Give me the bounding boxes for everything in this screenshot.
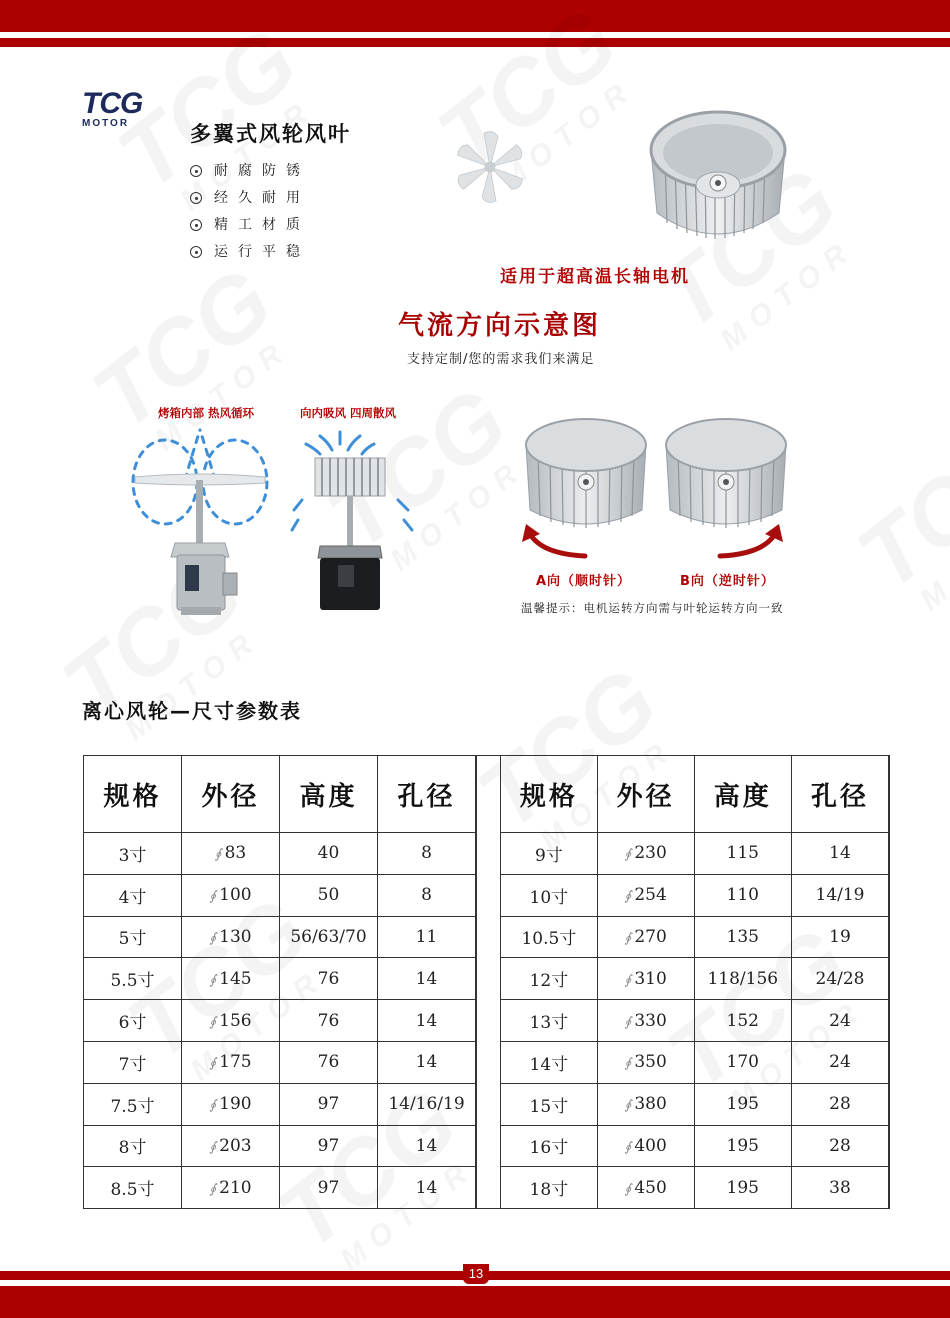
- table-row: [501, 1125, 889, 1167]
- rotation-tip: 温馨提示：电机运转方向需与叶轮运转方向一致: [521, 601, 784, 615]
- cell-bore: 14/16/19: [378, 1083, 476, 1125]
- cell-bore: 24: [792, 1000, 889, 1042]
- diameter-symbol-icon: ∮: [624, 972, 632, 988]
- cell-height: 115: [694, 833, 791, 875]
- cell-outer-diameter: ∮ 210: [182, 1167, 280, 1209]
- cell-spec: 5寸: [84, 916, 182, 958]
- table-row: [84, 833, 476, 875]
- cell-bore: 24: [792, 1041, 889, 1083]
- table-row: [501, 1167, 889, 1209]
- cell-bore: 14: [378, 1041, 476, 1083]
- table-row: [501, 874, 889, 916]
- cell-height: 97: [280, 1083, 378, 1125]
- cell-outer-diameter: ∮ 83: [182, 833, 280, 875]
- spec-table-frame: [83, 755, 890, 1209]
- cell-height: 170: [694, 1041, 791, 1083]
- diameter-symbol-icon: ∮: [214, 847, 222, 863]
- cell-outer-diameter: ∮ 270: [597, 916, 694, 958]
- header-band-top: [0, 0, 950, 32]
- logo-text: TCG: [82, 87, 143, 120]
- diameter-symbol-icon: ∮: [624, 930, 632, 946]
- diameter-symbol-icon: ∮: [624, 889, 632, 905]
- header-band-thin: [0, 38, 950, 47]
- diameter-symbol-icon: ∮: [209, 930, 217, 946]
- logo-subtext: MOTOR: [82, 118, 130, 129]
- header-outer-diameter: 外径: [182, 756, 280, 833]
- airflow-section-title: 气流方向示意图: [398, 311, 602, 341]
- header-height: 高度: [694, 756, 791, 833]
- cell-outer-diameter: ∮ 254: [597, 874, 694, 916]
- cell-spec: 8.5寸: [84, 1167, 182, 1209]
- cell-height: 110: [694, 874, 791, 916]
- cell-height: 40: [280, 833, 378, 875]
- table-row: [84, 1083, 476, 1125]
- feature-item: 运行平稳: [190, 243, 310, 270]
- cell-spec: 8寸: [84, 1125, 182, 1167]
- wheel-direction-image: [520, 410, 790, 570]
- cell-spec: 10寸: [501, 874, 598, 916]
- table-row: [84, 1041, 476, 1083]
- diameter-symbol-icon: ∮: [624, 1098, 632, 1114]
- header-bore: 孔径: [378, 756, 476, 833]
- cell-bore: 28: [792, 1125, 889, 1167]
- arrow-clockwise-icon: [530, 534, 585, 556]
- cell-height: 118/156: [694, 958, 791, 1000]
- cell-outer-diameter: ∮ 400: [597, 1125, 694, 1167]
- cell-bore: 14: [378, 958, 476, 1000]
- cell-outer-diameter: ∮ 450: [597, 1167, 694, 1209]
- diameter-symbol-icon: ∮: [624, 1014, 632, 1030]
- brand-logo: [82, 87, 148, 129]
- cell-outer-diameter: ∮ 203: [182, 1125, 280, 1167]
- bullet-icon: [190, 219, 202, 231]
- diameter-symbol-icon: ∮: [624, 1139, 632, 1155]
- centrifugal-wheel-image: [645, 105, 790, 245]
- cell-outer-diameter: ∮ 100: [182, 874, 280, 916]
- cell-height: 97: [280, 1125, 378, 1167]
- cell-outer-diameter: ∮ 156: [182, 1000, 280, 1042]
- cell-height: 195: [694, 1125, 791, 1167]
- cell-spec: 12寸: [501, 958, 598, 1000]
- cell-spec: 5.5寸: [84, 958, 182, 1000]
- cell-spec: 13寸: [501, 1000, 598, 1042]
- axial-fan-blade-image: [445, 130, 535, 205]
- table-row: [84, 874, 476, 916]
- cell-bore: 38: [792, 1167, 889, 1209]
- cell-height: 97: [280, 1167, 378, 1209]
- diameter-symbol-icon: ∮: [624, 1056, 632, 1072]
- diameter-symbol-icon: ∮: [209, 889, 217, 905]
- wheel-a: [526, 419, 646, 528]
- cell-outer-diameter: ∮ 350: [597, 1041, 694, 1083]
- header-outer-diameter: 外径: [597, 756, 694, 833]
- cell-bore: 14/19: [792, 874, 889, 916]
- cell-bore: 11: [378, 916, 476, 958]
- table-header-row: [501, 756, 889, 833]
- direction-b-label: B向（逆时针）: [680, 574, 775, 589]
- cell-bore: 8: [378, 874, 476, 916]
- cell-bore: 14: [378, 1125, 476, 1167]
- cell-bore: 14: [378, 1167, 476, 1209]
- diameter-symbol-icon: ∮: [209, 1139, 217, 1155]
- suction-dispersal-label: 向内吸风 四周散风: [300, 406, 397, 420]
- application-caption: 适用于超高温长轴电机: [500, 267, 690, 287]
- cell-bore: 14: [378, 1000, 476, 1042]
- table-row: [501, 916, 889, 958]
- cell-height: 195: [694, 1167, 791, 1209]
- cell-spec: 6寸: [84, 1000, 182, 1042]
- cell-height: 50: [280, 874, 378, 916]
- feature-item: 精工材质: [190, 216, 310, 243]
- cell-height: 56/63/70: [280, 916, 378, 958]
- bullet-icon: [190, 246, 202, 258]
- cell-height: 76: [280, 958, 378, 1000]
- table-header-row: [84, 756, 476, 833]
- diameter-symbol-icon: ∮: [624, 847, 632, 863]
- header-bore: 孔径: [792, 756, 889, 833]
- airflow-section-subtitle: 支持定制/您的需求我们来满足: [407, 352, 595, 367]
- watermark: [843, 413, 950, 629]
- table-row: [84, 916, 476, 958]
- cell-bore: 19: [792, 916, 889, 958]
- cell-outer-diameter: ∮ 380: [597, 1083, 694, 1125]
- bullet-icon: [190, 165, 202, 177]
- table-row: [84, 1167, 476, 1209]
- axial-fan-motor-image: [125, 425, 275, 620]
- cell-height: 76: [280, 1000, 378, 1042]
- diameter-symbol-icon: ∮: [209, 1181, 217, 1197]
- cell-spec: 15寸: [501, 1083, 598, 1125]
- header-height: 高度: [280, 756, 378, 833]
- arrow-counterclockwise-icon: [720, 534, 775, 556]
- cell-outer-diameter: ∮ 310: [597, 958, 694, 1000]
- cell-height: 135: [694, 916, 791, 958]
- cell-spec: 7寸: [84, 1041, 182, 1083]
- cell-outer-diameter: ∮ 145: [182, 958, 280, 1000]
- cell-height: 76: [280, 1041, 378, 1083]
- table-row: [84, 1000, 476, 1042]
- cell-spec: 4寸: [84, 874, 182, 916]
- cell-spec: 9寸: [501, 833, 598, 875]
- cell-spec: 18寸: [501, 1167, 598, 1209]
- feature-item: 耐腐防锈: [190, 162, 310, 189]
- rotation-arrows: [530, 534, 775, 556]
- table-row: [84, 958, 476, 1000]
- diameter-symbol-icon: ∮: [209, 1056, 217, 1072]
- cell-bore: 14: [792, 833, 889, 875]
- spec-table-right: [500, 755, 889, 1209]
- cell-height: 195: [694, 1083, 791, 1125]
- product-title: 多翼式风轮风叶: [190, 122, 351, 146]
- cell-outer-diameter: ∮ 130: [182, 916, 280, 958]
- cell-height: 152: [694, 1000, 791, 1042]
- cell-spec: 14寸: [501, 1041, 598, 1083]
- table-row: [501, 1041, 889, 1083]
- table-row: [501, 833, 889, 875]
- table-row: [501, 1083, 889, 1125]
- feature-item: 经久耐用: [190, 189, 310, 216]
- direction-a-label: A向（顺时针）: [536, 574, 632, 589]
- cell-bore: 8: [378, 833, 476, 875]
- page-number: 13: [463, 1264, 489, 1284]
- table-row: [501, 958, 889, 1000]
- diameter-symbol-icon: ∮: [209, 1098, 217, 1114]
- cell-outer-diameter: ∮ 230: [597, 833, 694, 875]
- feature-list: [190, 162, 310, 270]
- cell-outer-diameter: ∮ 330: [597, 1000, 694, 1042]
- spec-table-left: [83, 755, 476, 1209]
- table-row: [84, 1125, 476, 1167]
- spec-table-title: 离心风轮—尺寸参数表: [82, 699, 302, 723]
- cell-spec: 10.5寸: [501, 916, 598, 958]
- cell-spec: 16寸: [501, 1125, 598, 1167]
- cell-bore: 24/28: [792, 958, 889, 1000]
- cell-outer-diameter: ∮ 190: [182, 1083, 280, 1125]
- diameter-symbol-icon: ∮: [209, 1014, 217, 1030]
- centrifugal-fan-motor-image: [290, 430, 420, 615]
- oven-circulation-label: 烤箱内部 热风循环: [158, 406, 255, 420]
- table-row: [501, 1000, 889, 1042]
- cell-bore: 28: [792, 1083, 889, 1125]
- table-divider: [476, 755, 501, 1209]
- bullet-icon: [190, 192, 202, 204]
- wheel-b: [666, 419, 786, 528]
- header-spec: 规格: [501, 756, 598, 833]
- cell-outer-diameter: ∮ 175: [182, 1041, 280, 1083]
- footer-band-bottom: [0, 1286, 950, 1318]
- diameter-symbol-icon: ∮: [624, 1181, 632, 1197]
- cell-spec: 7.5寸: [84, 1083, 182, 1125]
- diameter-symbol-icon: ∮: [209, 972, 217, 988]
- cell-spec: 3寸: [84, 833, 182, 875]
- header-spec: 规格: [84, 756, 182, 833]
